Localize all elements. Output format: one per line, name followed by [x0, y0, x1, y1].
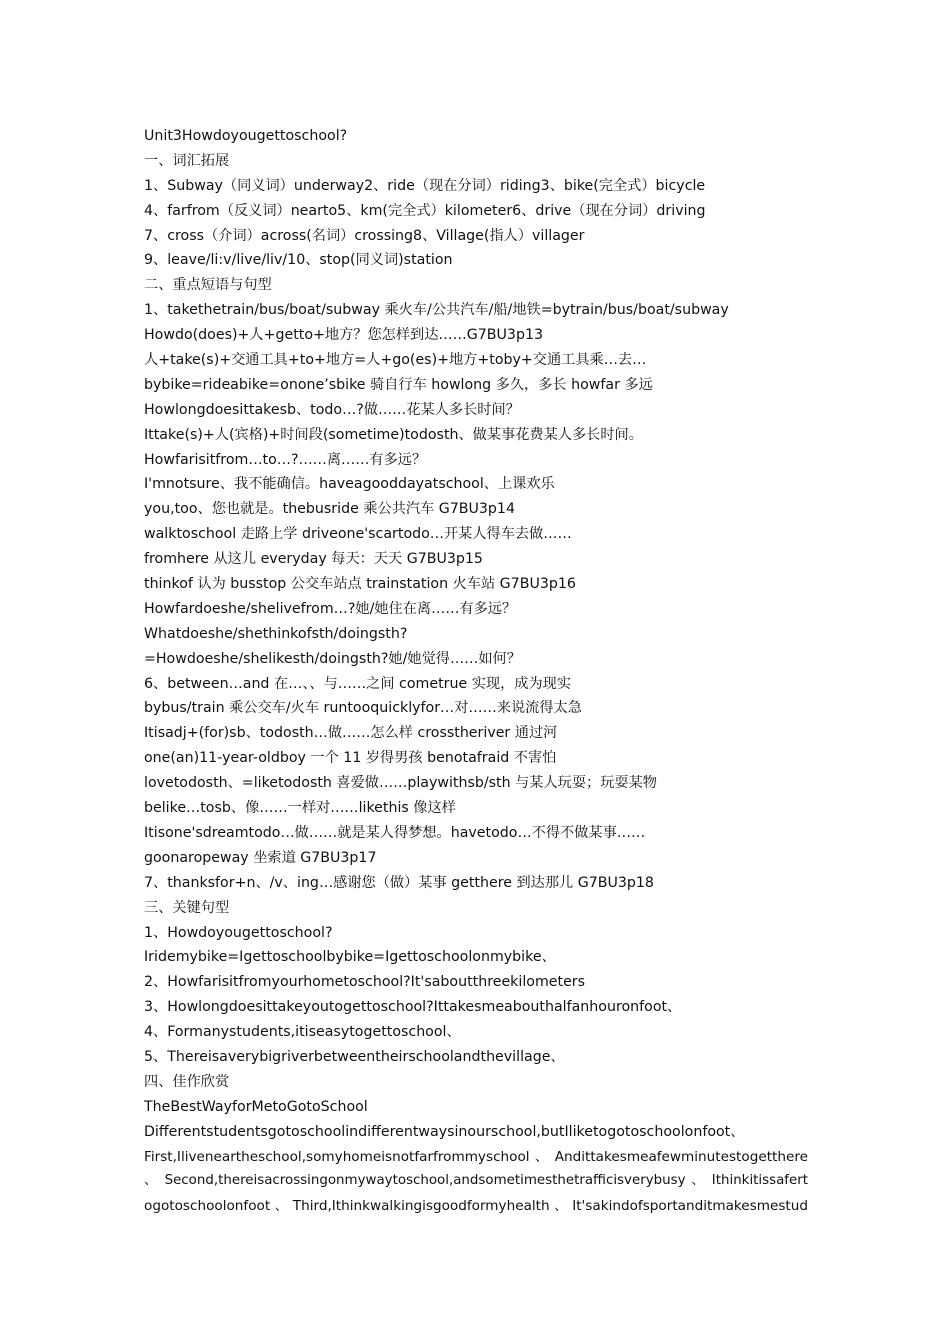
sentence-line: 4、Formanystudents,itiseasytogettoschool、: [144, 1024, 461, 1041]
phrase-line: lovetodosth、=liketodosth 喜爱做……playwithsb/sth 与某人玩耍；玩耍某物: [144, 775, 657, 792]
phrase-line: Howdo(does)+人+getto+地方？您怎样到达……G7BU3p13: [144, 327, 544, 344]
sentence-line: 2、Howfarisitfromyourhometoschool?It'saboutthreekilometers: [144, 974, 586, 991]
phrase-line: Whatdoeshe/shethinkofsth/doingsth?: [144, 625, 408, 642]
phrase-line: fromhere 从这儿 everyday 每天：天天 G7BU3p15: [144, 551, 483, 568]
phrase-line: Howfardoeshe/shelivefrom…?她/她住在离……有多远？: [144, 600, 517, 617]
phrase-line: Howfarisitfrom…to…?……离……有多远？: [144, 451, 427, 468]
essay-paragraph-line: Differentstudentsgotoschoolindifferentwaysinourschool,butIliketogotoschoolonfoot、: [144, 1123, 745, 1140]
phrase-line: Itisadj+(for)sb、todosth…做……怎么样 crosstheriver 通过河: [144, 725, 558, 742]
essay-title: TheBestWayforMetoGotoSchool: [144, 1098, 368, 1115]
phrase-line: walktoschool 走路上学 driveone'scartodo…开某人得车去做……: [144, 526, 572, 543]
phrase-line: belike…tosb、像……一样对……likethis 像这样: [144, 800, 456, 817]
section-heading-phrases: 二、重点短语与句型: [144, 277, 272, 294]
phrase-line: bybus/train 乘公交车/火车 runtooquicklyfor…对……来说流得太急: [144, 700, 582, 717]
phrase-line: one(an)11-year-oldboy 一个 11 岁得男孩 benotafraid 不害怕: [144, 750, 557, 767]
phrase-line: you,too、您也就是。thebusride 乘公共汽车 G7BU3p14: [144, 501, 515, 518]
phrase-line: Howlongdoesittakesb、todo…?做……花某人多长时间？: [144, 401, 520, 418]
phrase-line: bybike=rideabike=onone’sbike 骑自行车 howlong 多久，多长 howfar 多远: [144, 376, 653, 393]
vocab-line: 1、Subway（同义词）underway2、ride（现在分词）riding3、bike(完全式）bicycle: [144, 177, 706, 194]
vocab-line: 4、farfrom（反义词）nearto5、km(完全式）kilometer6、drive（现在分词）driving: [144, 202, 706, 219]
document-title: Unit3Howdoyougettoschool?: [144, 128, 348, 144]
phrase-line: 1、takethetrain/bus/boat/subway 乘火车/公共汽车/船/地铁=bytrain/bus/boat/subway: [144, 302, 729, 319]
phrase-line: 6、between…and 在…、、与……之间 cometrue 实现，成为现实: [144, 675, 572, 692]
essay-paragraph-line: First,Iliveneartheschool,somyhomeisnotfarfrommyschool 、 Andittakesmeafewminutestogetthere: [144, 1148, 808, 1165]
phrase-line: I'mnotsure、我不能确信。haveagooddayatschool、上课欢乐: [144, 476, 555, 493]
section-heading-key-sentences: 三、关键句型: [144, 899, 230, 916]
sentence-line: Iridemybike=Igettoschoolbybike=Igettoschoolonmybike、: [144, 949, 556, 966]
sentence-line: 5、Thereisaverybigriverbetweentheirschoolandthevillage、: [144, 1048, 565, 1065]
sentence-line: 3、Howlongdoesittakeyoutogettoschool?Ittakesmeabouthalfanhouronfoot、: [144, 999, 682, 1016]
phrase-line: Itisone'sdreamtodo…做……就是某人得梦想。havetodo…不得不做某事……: [144, 824, 646, 841]
phrase-line: 人+take(s)+交通工具+to+地方=人+go(es)+地方+toby+交通工具乘…去…: [144, 352, 647, 369]
phrase-line: Ittake(s)+人(宾格)+时间段(sometime)todosth、做某事花费某人多长时间。: [144, 426, 643, 443]
vocab-line: 7、cross（介词）across(名词）crossing8、Village(指人）villager: [144, 227, 585, 244]
phrase-line: thinkof 认为 busstop 公交车站点 trainstation 火车站 G7BU3p16: [144, 576, 576, 593]
essay-paragraph-line: 、 Second,thereisacrossingonmywaytoschool,andsometimesthetrafficisverybusy 、 Ithinkitissafert: [144, 1173, 808, 1189]
phrase-line: goonaropeway 坐索道 G7BU3p17: [144, 849, 377, 866]
section-heading-vocabulary: 一、词汇拓展: [144, 152, 230, 169]
sentence-line: 1、Howdoyougettoschool?: [144, 924, 333, 941]
essay-paragraph-line: ogotoschoolonfoot 、 Third,Ithinkwalkingisgoodformyhealth 、 It'sakindofsportanditmakesmestud: [144, 1198, 808, 1215]
phrase-line: =Howdoeshe/shelikesth/doingsth?她/她觉得……如何？: [144, 650, 521, 667]
phrase-line: 7、thanksfor+n、/v、ing…感谢您（做）某事 getthere 到达那儿 G7BU3p18: [144, 874, 654, 891]
document-body: [144, 124, 808, 1219]
vocab-line: 9、leave/li:v/live/liv/10、stop(同义词)station: [144, 252, 453, 269]
section-heading-model-essay: 四、佳作欣赏: [144, 1073, 230, 1090]
